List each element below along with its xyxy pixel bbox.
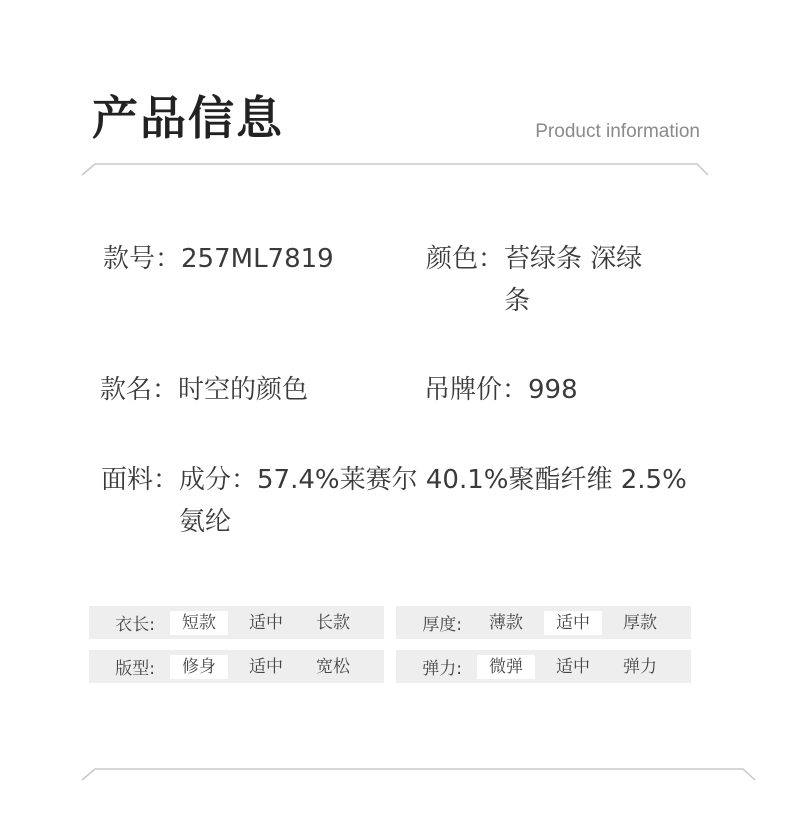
style-number-label: 款号： [103, 244, 182, 274]
fabric-field [101, 459, 687, 543]
option-choice: 弹力 [623, 656, 657, 677]
fabric-value [179, 459, 687, 543]
option-choice-selected: 微弹 [477, 655, 535, 679]
fabric-value-line1: 成分：57.4%莱赛尔 40.1%聚酯纤维 2.5% [179, 465, 687, 495]
option-choice: 宽松 [316, 656, 350, 677]
option-choice-selected: 修身 [170, 655, 228, 679]
option-choice: 长款 [316, 612, 350, 633]
style-number-field [103, 238, 334, 280]
option-choice-selected: 适中 [544, 611, 602, 635]
option-choice: 薄款 [489, 612, 523, 633]
fabric-label: 面料： [101, 465, 180, 495]
option-choice: 适中 [249, 612, 283, 633]
option-choice: 厚款 [623, 612, 657, 633]
price-label: 吊牌价： [424, 375, 529, 405]
option-row-fit [89, 650, 384, 683]
price-value: 998 [528, 375, 578, 405]
option-label: 版型: [115, 659, 155, 679]
fabric-value-line2: 氨纶 [179, 507, 232, 537]
option-label: 衣长: [115, 615, 155, 635]
color-field [426, 238, 642, 322]
color-value-line2: 条 [504, 286, 531, 316]
style-name-field [100, 369, 308, 411]
color-value-line1: 苔绿条 深绿 [504, 244, 643, 274]
option-row-thickness [396, 606, 691, 639]
style-name-label: 款名： [100, 375, 179, 405]
option-choice: 适中 [556, 656, 590, 677]
style-name-value: 时空的颜色 [178, 375, 309, 405]
option-label: 厚度: [422, 615, 462, 635]
option-choice-selected: 短款 [170, 611, 228, 635]
option-label: 弹力: [422, 659, 462, 679]
top-divider [0, 160, 790, 180]
style-number-value: 257ML7819 [181, 244, 334, 274]
option-row-elasticity [396, 650, 691, 683]
color-label: 颜色： [426, 244, 505, 274]
option-choice: 适中 [249, 656, 283, 677]
color-value [504, 238, 642, 322]
page-subtitle: Product information [535, 121, 700, 142]
price-field [424, 369, 578, 411]
option-row-length [89, 606, 384, 639]
bottom-divider [0, 764, 790, 784]
page-title: 产品信息 [92, 91, 284, 145]
